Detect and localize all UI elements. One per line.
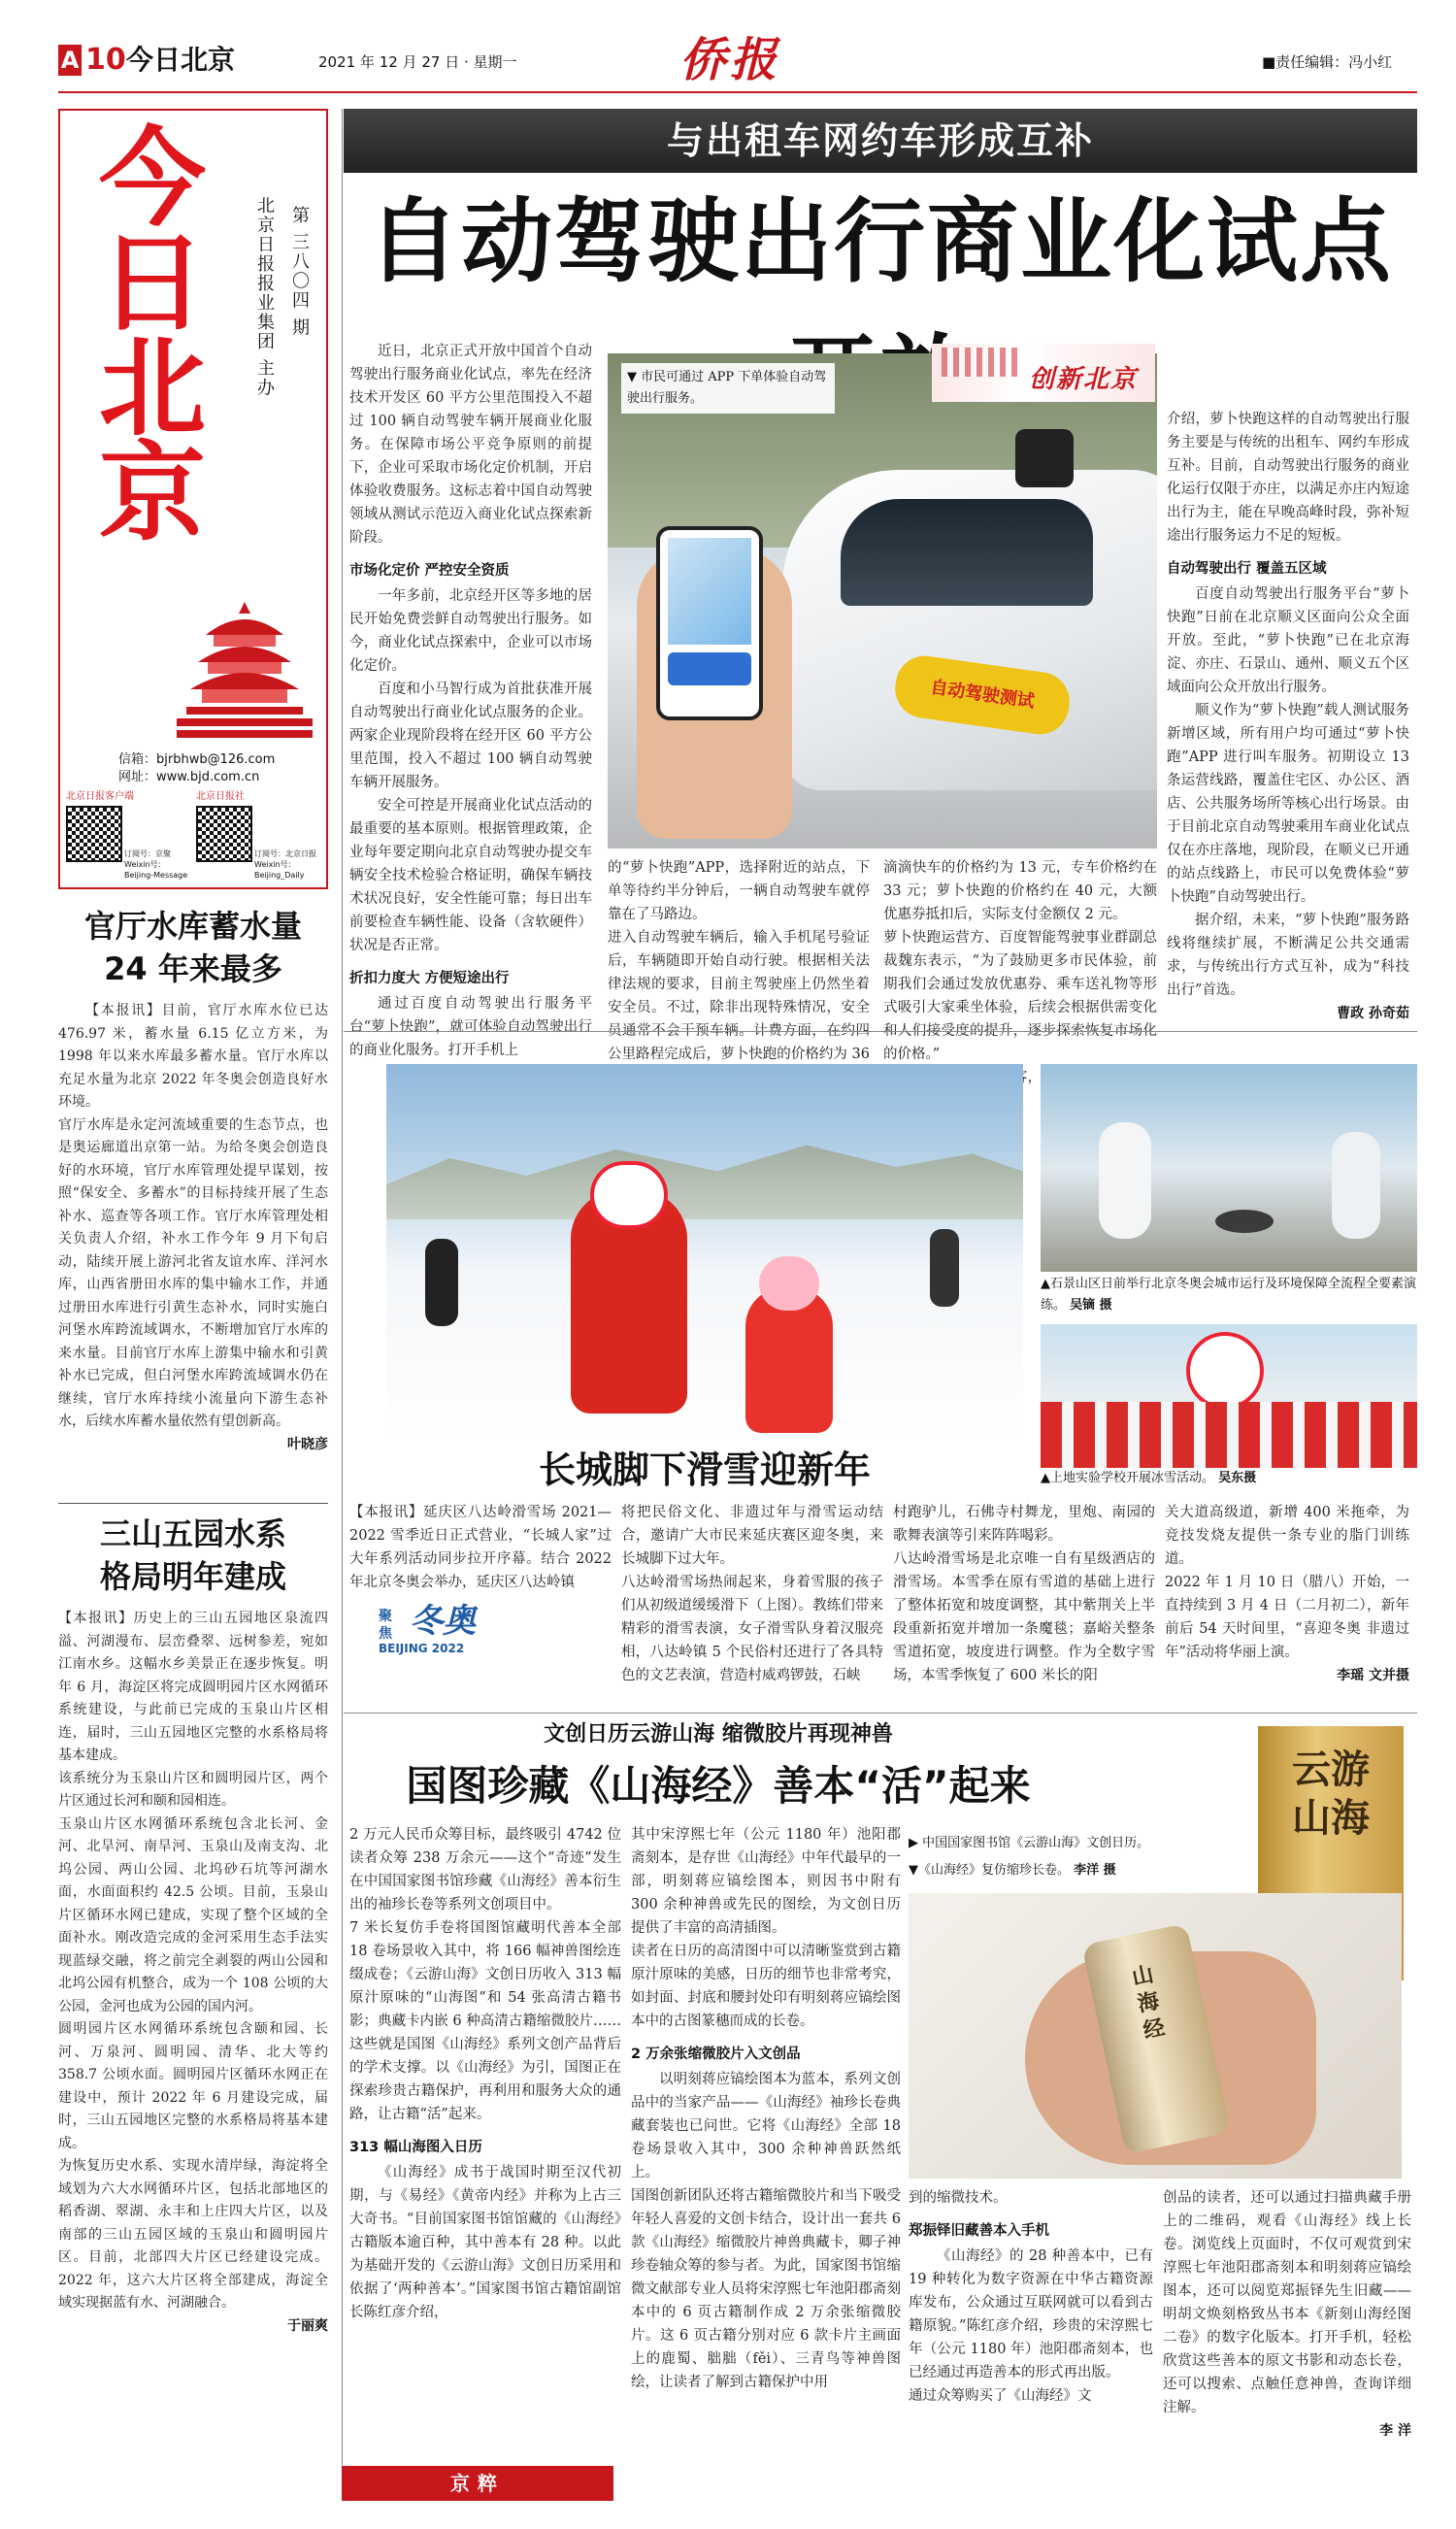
main-lead: 近日，北京正式开放中国首个自动驾驶出行服务商业化试点，率先在经济技术开发区 60 平方公里范围投入不超过 100 辆自动驾驶车辆开展商业化服务。在保障市场公平竞争原则的前提下，企业可采取市场化定价机制，开启体验收费服务。这标志着中国自动驾驶领域从测试示范迈入商业化试点探索新阶段。 xyxy=(349,344,592,546)
book-caption-2: ▼《山海经》复仿缩珍长卷。 李洋 摄 xyxy=(909,1863,1116,1878)
ski-col1: 【本报讯】延庆区八达岭滑雪场 2021—2022 雪季近日正式营业，“长城人家”过大年系列活动同步拉开序幕。结合 2022 年北京冬奥会举办，延庆区八达岭镇 聚焦 冬奥 BEIJING 2022 xyxy=(349,1501,612,1660)
main-col4-subhead: 自动驾驶出行 覆盖五区域 xyxy=(1167,561,1327,577)
section-divider xyxy=(344,1713,1417,1714)
masthead xyxy=(58,109,328,889)
book-col3: 到的缩微技术。 郑振铎旧藏善本入手机 《山海经》的 28 种善本中，已有 19 种转化为数字资源在中华古籍资源库发布，公众通过互联网就可以看到古籍原貌。”陈红彦介绍，珍贵的宋淳熙七年（公元 1180 年）池阳郡斋刻本，也已经通过再造善本的形式再出版。 通过众筹购买了《山海经》文 xyxy=(909,2190,1153,2404)
book-subhead3: 郑振铎旧藏善本入手机 xyxy=(909,2223,1049,2239)
car-window xyxy=(841,499,1093,606)
book-caption-1: ▶ 中国国家图书馆《云游山海》文创日历。 xyxy=(909,1836,1150,1850)
editor-credit: ■责任编辑：冯小红 xyxy=(1262,53,1393,71)
publisher-info: 北京日报报业集团 主办 xyxy=(254,196,275,398)
left-story1-headline: 官厅水库蓄水量 24 年来最多 xyxy=(83,908,302,987)
ski-headline: 长城脚下滑雪迎新年 xyxy=(538,1448,871,1491)
photo-caption: ▼ 市民可通过 APP 下单体验自动驾驶出行服务。 xyxy=(621,363,835,414)
qr-right-caption: 订阅号：北京日报 Weixin号：Beijing_Daily xyxy=(254,849,316,880)
section-stamp: 京粹 xyxy=(342,2466,613,2501)
main-col4 xyxy=(1167,408,1409,1025)
ski-col3: 村跑驴儿，石佛寺村舞龙，里炮、南园的歌舞表演等引来阵阵喝彩。 八达岭滑雪场是北京唯一自有星级酒店的滑雪场。本雪季在原有雪道的基础上进行了整体拓宽和坡度调整，其中紫荆关上半段重新拓宽并增加一条魔毯；嘉峪关整条雪道拓宽，坡度进行调整。作为全数字雪场，本雪季恢复了 600 米长的阳 xyxy=(893,1505,1155,1683)
newspaper-logo: 侨报 xyxy=(679,33,781,87)
main-col4-para2: 百度自动驾驶出行服务平台“萝卜快跑”日前在北京顺义区面向公众全面开放。至此，“萝卜快跑”已在北京海淀、亦庄、石景山、通州、顺义五个区域面向公众开放出行服务。 xyxy=(1167,586,1409,695)
book-byline: 李 洋 xyxy=(1379,2423,1411,2439)
ski-photo xyxy=(386,1064,1023,1439)
issue-number: 第 三八〇四 期 xyxy=(289,206,310,338)
page-header xyxy=(58,33,1417,93)
book-kicker: 文创日历云游山海 缩微胶片再现神兽 xyxy=(544,1722,893,1747)
autonomous-car-photo xyxy=(608,353,1157,849)
innovation-badge: 创新北京 xyxy=(932,344,1155,402)
main-para2: 百度和小马智行成为首批获准开展自动驾驶出行商业化试点服务的企业。两家企业现阶段将在经开区 60 平方公里范围，投入不超过 100 辆自动驾驶车辆开展服务。 xyxy=(349,682,592,790)
side-photo-1 xyxy=(1041,1064,1417,1272)
phone-screen xyxy=(656,526,763,720)
book-subhead1: 313 幅山海图入日历 xyxy=(349,2140,482,2155)
main-para3: 安全可控是开展商业化试点活动的最重要的基本原则。根据管理政策，企业每年要定期向北京自动驾驶办提交车辆安全技术检验合格证明，确保车辆技术状况良好，安全性能可靠；每日出车前要检查车辆性能、设备（含软硬件）状况是否正常。 xyxy=(349,798,592,953)
main-col1 xyxy=(349,340,592,1062)
main-col4-para4: 据介绍，未来，“萝卜快跑”服务路线将继续扩展，不断满足公共交通需求，与传统出行方式互补，成为“科技出行”首选。 xyxy=(1167,913,1409,998)
page-number: 10 xyxy=(85,43,126,77)
side-photo-2 xyxy=(1041,1324,1417,1468)
main-col4-para3: 顺义作为“萝卜快跑”载人测试服务新增区域，所有用户均可通过“萝卜快跑”APP 进行叫车服务。初期设立 13 条运营线路，覆盖住宅区、办公区、酒店、公共服务场所等核心出行场景。由于目前北京自动驾驶乘用车商业化试点仅在亦庄落地，现阶段，在顺义已开通的站点线路上，市民可以免费体验“萝卜快跑”自动驾驶出行。 xyxy=(1167,703,1409,905)
divider xyxy=(58,1503,328,1504)
page-section-name: 今日北京 xyxy=(126,44,236,76)
main-col4-para1: 介绍，萝卜快跑这样的自动驾驶出行服务主要是与传统的出租车、网约车形成互补。目前，自动驾驶出行服务的商业化运行仅限于亦庄，以满足亦庄内短途出行为主，能在早晚高峰时段，弥补短途出行服务运力不足的短板。 xyxy=(1167,412,1409,544)
qr-right-title: 北京日报社 xyxy=(196,791,245,802)
book-subhead2: 2 万余张缩微胶片入文创品 xyxy=(631,2046,801,2062)
calendar-box-photo: 云游山海 xyxy=(1258,1726,1404,1980)
page-date: 2021 年 12 月 27 日 · 星期一 xyxy=(318,53,517,71)
qr-code-right[interactable] xyxy=(196,806,252,862)
main-headline: 自动驾驶出行商业化试点 xyxy=(367,189,1393,295)
car-lidar xyxy=(1015,429,1074,487)
section-letter: A xyxy=(58,45,82,76)
ski-byline: 李瑶 文并摄 xyxy=(1337,1668,1409,1683)
main-kicker: 与出租车网约车形成互补 xyxy=(344,109,1417,173)
book-headline: 国图珍藏《山海经》善本“活”起来 xyxy=(406,1762,1031,1810)
qr-left-title: 北京日报客户端 xyxy=(66,791,134,802)
left-story2-body: 【本报讯】历史上的三山五园地区泉流四溢、河湖漫布、层峦叠翠、远树参差，宛如江南水乡。这幅水乡美景正在逐步恢复。明年 6 月，海淀区将完成圆明园片区水网循环系统建设，与此前已完成的玉泉山片区相连，届时，三山五园地区完整的水系格局将基本建成。 该系统分为玉泉山片区和圆明园片区，两个片区通过长河和颐和园相连。 玉泉山片区水网循环系统包含北长河、金河、北旱河、南旱河、玉泉山及南支沟、北坞公园、两山公园、北坞砂石坑等河湖水面，水面面积约 42.5 公顷。目前，玉泉山片区循环水网已建成，实现了整个区域的全面补水。刚改造完成的金河采用生态手法实现蓝绿交融，将之前完全剥裂的两山公园和北坞公园有机整合，成为一个 108 公顷的大公园，金河也成为公园的国内河。 圆明园片区水网循环系统包含颐和园、长河、万泉河、圆明园、清华、北大等约 358.7 公顷水面。圆明园片区循环水网正在建设中，预计 2022 年 6 月建设完成，届时，三山五园地区完整的水系格局将基本建成。 为恢复历史水系、实现水清岸绿，海淀将全域划为六大水网循环片区，包括北部地区的稻香湖、翠湖、永丰和上庄四大片区，以及南部的三山五园区域的玉泉山和圆明园片区。目前，北部四大片区已经建设完成。2022 年，这六大片区将全部建成，海淀全域实现据蓝有水、河湖融合。 xyxy=(58,1611,328,2311)
left-story-reservoir xyxy=(58,905,328,1455)
left-story1-byline: 叶晓彦 xyxy=(287,1436,328,1452)
main-subhead1: 市场化定价 严控安全资质 xyxy=(349,563,510,579)
main-col2: 的“萝卜快跑”APP，选择附近的站点，下单等待约半分钟后，一辆自动驾驶车就停靠在了马路边。 进入自动驾驶车辆后，输入手机尾号验证后，车辆随即开始自动行驶。根据相关法律法规的要求，目前主驾驶座上仍然坐着安全员。不过，除非出现特殊情况，安全员通常不会干预车辆。计费方面，在约四公里路程完成后，萝卜快跑的价格约为 36 xyxy=(608,860,870,1062)
skier-adult-helmet xyxy=(590,1161,668,1229)
ski-col2: 将把民俗文化、非遗过年与滑雪运动结合，邀请广大市民来延庆赛区迎冬奥，来长城脚下过大年。 八达岭滑雪场热闹起来，身着雪服的孩子们从初级道缓缓滑下（上图）。教练们带来精彩的滑雪表演，女子滑雪队身着汉服亮相，八达岭镇 5 个民俗村还进行了各具特色的文艺表演，营造村威鸡锣鼓，石峡 xyxy=(621,1505,883,1683)
left-story-water-system xyxy=(58,1513,328,2337)
main-byline: 曹政 孙奇茹 xyxy=(1337,1006,1409,1021)
car-sign: 自动驾驶测试 xyxy=(891,652,1073,738)
side-photo-2-caption: ▲上地实验学校开展冰雪活动。 吴东摄 xyxy=(1041,1471,1257,1485)
left-story2-headline: 三山五园水系 格局明年建成 xyxy=(99,1515,286,1595)
temple-of-heaven-icon xyxy=(177,594,313,740)
ski-col4: 关大道高级道，新增 400 米拖牵，为竞技发烧友提供一条专业的脂门训练道。 2022 年 1 月 10 日（腊八）开始，一直持续到 3 月 4 日（二月初二），新年前后 54 天时间里，“喜迎冬奥 非遗过年”活动将华丽上演。 李瑶 文并摄 xyxy=(1165,1501,1409,1687)
left-story2-byline: 于丽爽 xyxy=(287,2317,328,2334)
side-photo-1-caption: ▲石景山区日前举行北京冬奥会城市运行及环境保障全流程全要素演练。 吴镝 摄 xyxy=(1041,1277,1416,1313)
book-col2: 其中宋淳熙七年（公元 1180 年）池阳郡斋刻本，是存世《山海经》中年代最早的一部，明刻蒋应镐绘图本，则因书中附有 300 余种神兽或先民的图绘，为文创日历提供了丰富的高清插图。 读者在日历的高清图中可以清晰鉴赏到古籍原汁原味的美感，日历的细节也非常考究，如封面、封底和腰封处印有明刻蒋应镐绘图本中的古图篆穗而成的长卷。 2 万余张缩微胶片入文创品 以明刻蒋应镐绘图本为蓝本，系列文创品中的当家产品——《山海经》袖珍长卷典藏套装也已问世。它将《山海经》全部 18 卷场景收入其中，300 余种神兽跃然纸上。 国图创新团队还将古籍缩微胶片和当下吸受年轻人喜爱的文创卡结合，设计出一套共 6 款《山海经》缩微胶片神兽典藏卡，卿子神珍卷轴众筹的参与者。为此，国家图书馆缩微文献部专业人员将宋淳熙七年池阳郡斋刻本中的 6 页古籍制作成 2 万余张缩微胶片。这 6 页古籍分别对应 6 款卡片主画面上的鹿蜀、胐胐（fěi）、三青鸟等神兽图绘，让读者了解到古籍保护中用 xyxy=(631,1827,901,2390)
column-divider xyxy=(342,109,343,2497)
main-col3: 滴滴快车的价格约为 13 元，专车价格约在 33 元；萝卜快跑的价格约在 40 元，大额优惠券抵扣后，实际支付金额仅 2 元。 萝卜快跑运营方、百度智能驾驶事业群副总裁魏东表示，“为了鼓励更多市民体验，前期我们会通过发放优惠券、乘车送礼物等形式吸引大家乘坐体验，后续会根据供需变化和人们接受度的提升，逐步探索恢复市场化的价格。” xyxy=(883,860,1157,1062)
left-story1-body: 【本报讯】目前，官厅水库水位已达 476.97 米，蓄水量 6.15 亿立方米，为 1998 年以来水库最多蓄水量。官厅水库以充足水量为北京 2022 年冬奥会创造良好水环境。 官厅水库是永定河流域重要的生态节点，也是奥运廊道出京第一站。为给冬奥会创造良好的水环境，官厅水库管理处提早谋划，按照“保安全、多蓄水”的目标持续开展了生态补水、巡查等各项工作。官厅水库管理处相关负责人介绍，补水工作今年 9 月下旬启动，陆续开展上游河北省友谊水库、洋河水库，山西省册田水库的集中输水工作，并通过册田水库进行引黄生态补水，同时实施白河堡水库跨流域调水，不断增加官厅水库的来水量。目前官厅水库上游集中输水和引黄补水已完成，但白河堡水库跨流域调水仍在继续，官厅水库持续小流量向下游生态补水，后续水库蓄水量依然有望创新高。 xyxy=(58,1003,328,1429)
olympics-logo: 聚焦 冬奥 BEIJING 2022 xyxy=(379,1602,476,1655)
skier-child-helmet xyxy=(759,1256,819,1311)
main-subhead2: 折扣力度大 方便短途出行 xyxy=(349,971,510,986)
masthead-title: 今 日 北 京 xyxy=(99,116,206,555)
section-divider xyxy=(344,1031,1417,1032)
main-para1: 一年多前，北京经开区等多地的居民开始免费尝鲜自动驾驶出行服务。如今，商业化试点探索中，企业可以市场化定价。 xyxy=(349,588,592,674)
contact-website: 网址：www.bjd.com.cn xyxy=(118,770,260,784)
qr-code-left[interactable] xyxy=(66,806,122,862)
qr-left-caption: 订阅号：京聚 Weixin号：Beijing-Message xyxy=(124,849,188,880)
main-para4: 通过百度自动驾驶出行服务平台“萝卜快跑”，就可体验自动驾驶出行的商业化服务。打开手机上 xyxy=(349,996,592,1058)
scroll-roll: 山海经 xyxy=(1081,1923,1230,2154)
book-col1: 2 万元人民币众筹目标，最终吸引 4742 位读者众筹 238 万余元——这个“奇迹”发生在中国国家图书馆珍藏《山海经》善本衍生出的袖珍长卷等系列文创项目中。 7 米长复仿手卷将国图馆藏明代善本全部 18 卷场景收入其中，将 166 幅神兽图绘连缀成卷；《云游山海》文创日历收入 313 幅原汁原味的“山海图”和 54 张高清古籍书影；典藏卡内嵌 6 种高清古籍缩微胶片……这些就是国图《山海经》系列文创产品背后的学术支撑。以《山海经》为引，国图正在探索珍贵古籍保护，再利用和服务大众的通路，让古籍“活”起来。 313 幅山海图入日历 《山海经》成书于战国时期至汉代初期，与《易经》《黄帝内经》并称为上古三大奇书。“目前国家图书馆馆藏的《山海经》古籍版本逾百种，其中善本有 28 种。以此为基础开发的《云游山海》文创日历采用和依据了‘两种善本’。”国家图书馆古籍馆副馆长陈红彦介绍， xyxy=(349,1827,621,2320)
scroll-photo xyxy=(909,1893,1402,2179)
contact-email: 信箱：bjrbhwb@126.com xyxy=(118,752,276,767)
book-col4: 创品的读者，还可以通过扫描典藏手册上的二维码，观看《山海经》线上长卷。浏览线上页面时，不仅可观赏到宋淳熙七年池阳郡斋刻本和明刻蒋应镐绘图本，还可以阅览郑振铎先生旧藏——明胡文焕刻格致丛书本《新刻山海经图二卷》的数字化版本。打开手机，轻松欣赏这些善本的原文书影和动态长卷，还可以搜索、点触任意神兽，查询详细注解。 李 洋 xyxy=(1163,2186,1411,2443)
